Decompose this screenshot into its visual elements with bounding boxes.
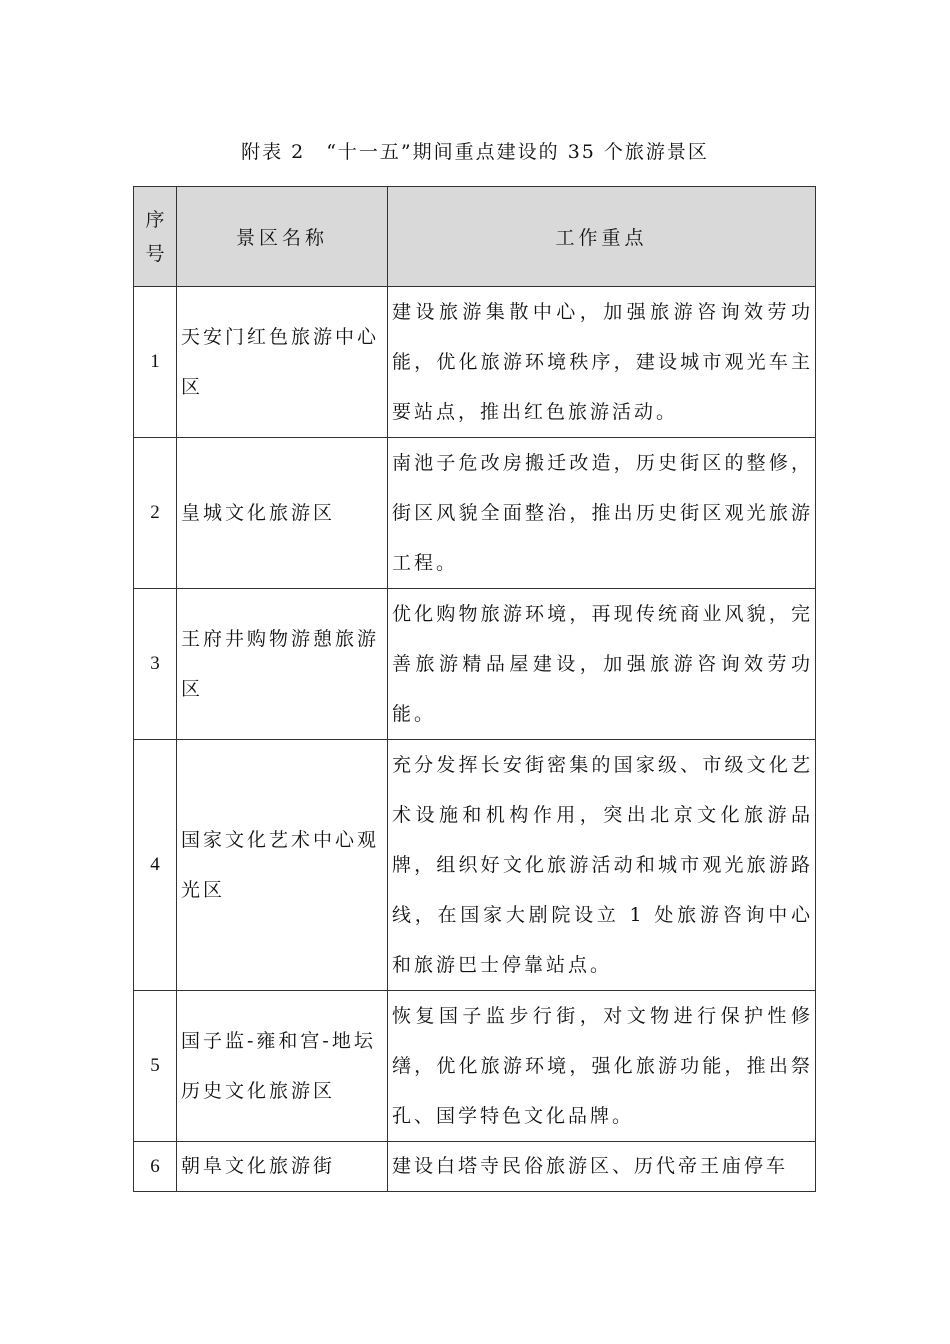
- header-seq: [134, 187, 177, 287]
- row-number: 6: [134, 1142, 177, 1192]
- row-name: 国子监-雍和宫-地坛历史文化旅游区: [177, 991, 388, 1142]
- row-work: 优化购物旅游环境，再现传统商业风貌，完善旅游精品屋建设，加强旅游咨询效劳功能。: [388, 589, 816, 740]
- table-row: [134, 287, 816, 438]
- table-row: [134, 1142, 816, 1192]
- row-number: 2: [134, 438, 177, 589]
- header-work: 工作重点: [388, 187, 816, 287]
- row-number: 5: [134, 991, 177, 1142]
- header-seq-bottom: 号: [145, 242, 165, 265]
- table-header-row: [134, 187, 816, 287]
- row-work: 充分发挥长安街密集的国家级、市级文化艺术设施和机构作用，突出北京文化旅游品牌，组织好文化旅游活动和城市观光旅游路线，在国家大剧院设立 1 处旅游咨询中心和旅游巴士停靠站点。: [388, 740, 816, 991]
- row-work: 南池子危改房搬迁改造，历史街区的整修，街区风貌全面整治，推出历史街区观光旅游工程。: [388, 438, 816, 589]
- document-title: 附表 2 “十一五”期间重点建设的 35 个旅游景区: [241, 141, 709, 163]
- table-row: [134, 991, 816, 1142]
- row-work: 建设白塔寺民俗旅游区、历代帝王庙停车: [388, 1142, 816, 1192]
- row-name: 朝阜文化旅游街: [177, 1142, 388, 1192]
- header-name: 景区名称: [177, 187, 388, 287]
- table-row: [134, 740, 816, 991]
- row-name: 皇城文化旅游区: [177, 438, 388, 589]
- row-work: 恢复国子监步行街，对文物进行保护性修缮，优化旅游环境，强化旅游功能，推出祭孔、国学特色文化品牌。: [388, 991, 816, 1142]
- table-row: [134, 589, 816, 740]
- row-number: 1: [134, 287, 177, 438]
- scenic-areas-table: [133, 186, 816, 1192]
- header-seq-top: 序: [145, 208, 165, 231]
- row-number: 4: [134, 740, 177, 991]
- row-name: 国家文化艺术中心观光区: [177, 740, 388, 991]
- row-work: 建设旅游集散中心，加强旅游咨询效劳功能，优化旅游环境秩序，建设城市观光车主要站点，推出红色旅游活动。: [388, 287, 816, 438]
- row-name: 王府井购物游憩旅游区: [177, 589, 388, 740]
- row-name: 天安门红色旅游中心区: [177, 287, 388, 438]
- table-row: [134, 438, 816, 589]
- row-number: 3: [134, 589, 177, 740]
